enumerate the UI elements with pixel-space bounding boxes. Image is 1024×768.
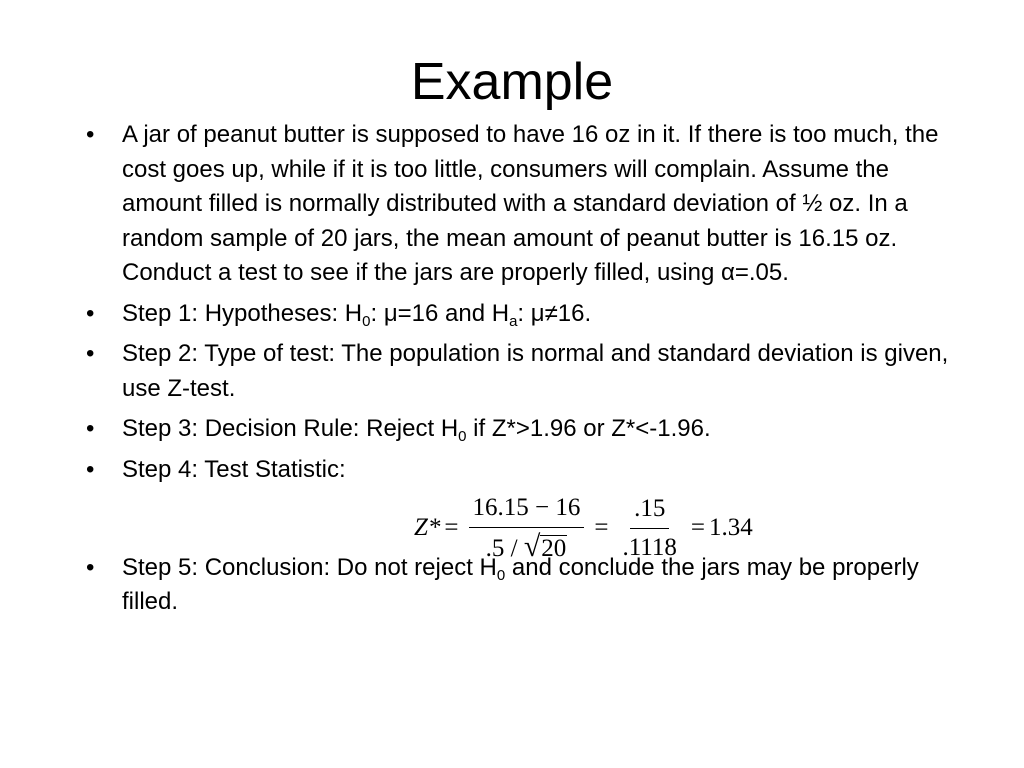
square-root xyxy=(523,529,567,563)
step1-suffix: : μ≠16. xyxy=(517,299,592,327)
step5-suffix: and conclude the jars may be properly filled. xyxy=(122,553,919,615)
step3-subscript: 0 xyxy=(458,428,467,445)
formula-result: 1.34 xyxy=(709,514,753,541)
bullet-step2 xyxy=(86,337,966,406)
bullet-intro xyxy=(86,118,966,291)
step1-prefix: Step 1: Hypotheses: H xyxy=(122,299,363,327)
bullet-marker: • xyxy=(86,455,95,483)
step3-suffix: if Z*>1.96 or Z*<-1.96. xyxy=(466,415,711,442)
bullet-step1 xyxy=(86,297,966,332)
radicand: 20 xyxy=(541,534,567,562)
formula-equals-2: = xyxy=(594,514,609,541)
bullet-marker: • xyxy=(86,299,95,327)
slide-title: Example xyxy=(410,53,614,111)
formula-equals-1: = xyxy=(444,514,459,541)
formula-lhs: Z* xyxy=(414,514,441,541)
intro-text: A jar of peanut butter is supposed to have 16 oz in it. If there is too much, the cost goes up, while if it is too little, consumers will complain. Assume the amount filled is normally distributed with a standard deviation of ½ oz. In a random sample of 20 jars, the mean amount of peanut butter is 16.15 oz. Conduct a test to see if the jars are properly filled, using α=.05. xyxy=(122,121,939,286)
step1-alt-subscript: a xyxy=(509,312,518,330)
fraction-2-denominator: .1118 xyxy=(622,533,677,561)
formula-fraction-2 xyxy=(618,494,680,563)
step3-text xyxy=(122,415,711,445)
step1-middle: : μ=16 and H xyxy=(370,299,510,327)
step4-text: Step 4: Test Statistic: xyxy=(122,455,346,483)
fraction-2-numerator: .15 xyxy=(630,494,669,529)
formula-fraction-1 xyxy=(469,493,585,564)
denominator-left: .5 / xyxy=(485,534,518,562)
step1-text xyxy=(122,299,592,330)
bullet-marker: • xyxy=(86,340,95,367)
formula-equals-3: = xyxy=(690,514,705,541)
step5-subscript: 0 xyxy=(496,566,506,584)
step1-null-subscript: 0 xyxy=(362,312,371,330)
bullet-marker: • xyxy=(86,121,95,148)
step5-prefix: Step 5: Conclusion: Do not reject H xyxy=(122,553,497,581)
fraction-1-numerator: 16.15 − 16 xyxy=(469,493,585,528)
bullet-marker: • xyxy=(86,553,95,581)
step3-prefix: Step 3: Decision Rule: Reject H xyxy=(122,415,459,442)
bullet-marker: • xyxy=(86,415,95,442)
step2-text: Step 2: Type of test: The population is normal and standard deviation is given, use Z-test. xyxy=(122,340,949,402)
radical-icon: √ xyxy=(523,529,541,563)
fraction-1-denominator xyxy=(482,528,572,564)
test-statistic-formula xyxy=(414,488,753,568)
bullet-step3 xyxy=(86,412,966,447)
